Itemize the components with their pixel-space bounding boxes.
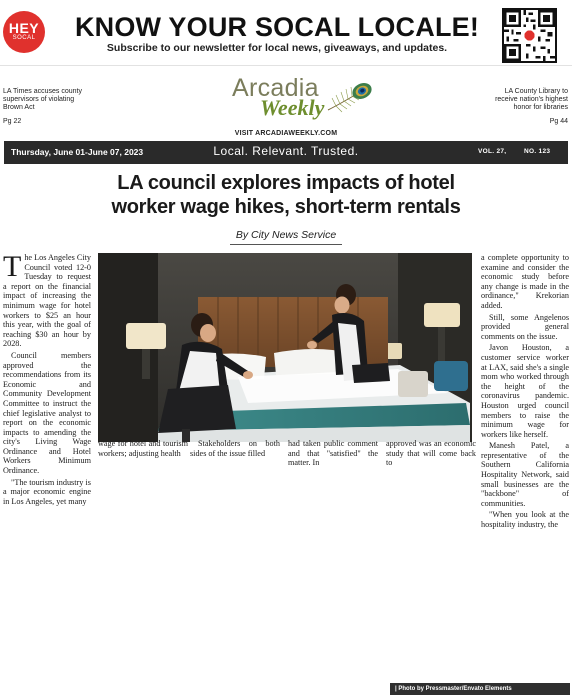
teaser-library-honor[interactable]: LA County Library to receive nation's highest honor for libraries (495, 88, 568, 111)
headline-line-1: LA council explores impacts of hotel (117, 172, 455, 194)
teaser-left-page: Pg 22 (3, 118, 22, 125)
paragraph: "When you look at the hospitality industry, the (481, 510, 569, 530)
ad-headline: KNOW YOUR SOCAL LOCALE! (74, 12, 480, 42)
paragraph: wage for hotel and tourism workers; adjusting health (98, 439, 188, 458)
headline-line-2: worker wage hikes, short-term rentals (111, 196, 461, 218)
article-column-1 (3, 250, 91, 506)
hey-socal-logo-word: HEY (8, 20, 40, 36)
article-column-3 (190, 439, 280, 458)
peacock-feather-icon (326, 78, 374, 116)
tagline: Local. Relevant. Trusted. (213, 144, 359, 158)
paragraph: Manesh Patel, a representative of the Southern California Hospitality Network, said small businesses are the "backbone" of communities. (481, 441, 569, 508)
paragraph: Still, some Angelenos provided general comments on the issue. (481, 312, 569, 341)
paragraph-text: he Los Angeles City Council voted 12-0 Tuesday to request a report on the financial impact of increasing the minimum wage for hotel workers to $25 an hour this year, with the goal of reaching $30 an hour by 2028. (3, 253, 91, 349)
volume-number: VOL. 27, (478, 148, 507, 155)
newsletter-ad-banner[interactable] (0, 0, 572, 66)
paragraph: had taken public comment and that "satisfied" the matter. In (288, 439, 378, 468)
hey-socal-logo (3, 11, 45, 53)
paragraph (3, 250, 91, 349)
article-column-4 (288, 439, 378, 468)
issue-date: Thursday, June 01-June 07, 2023 (11, 147, 144, 157)
drop-cap: T (3, 250, 22, 283)
paragraph: "The tourism industry is a major economic engine in Los Angeles, yet many (3, 477, 91, 506)
logo-arcadia-text: Arcadia (232, 74, 319, 102)
paragraph: approved was an economic study that will come back to (386, 439, 476, 468)
issue-date-bar (4, 141, 568, 164)
teaser-brown-act[interactable]: LA Times accuses county supervisors of violating Brown Act (3, 88, 82, 111)
byline-divider (230, 244, 342, 245)
article-column-2 (98, 439, 188, 458)
article-headline (76, 171, 496, 219)
hotel-housekeepers-image (98, 253, 472, 442)
article-byline: By City News Service (235, 229, 337, 241)
article-column-6 (481, 253, 569, 530)
paragraph: Stakeholders on both sides of the issue filled (190, 439, 280, 458)
hey-socal-logo-sub: SOCAL (12, 35, 36, 41)
paragraph: a complete opportunity to examine and consider the economic study before any change is made in the ordinance," Krekorian added. (481, 253, 569, 310)
paragraph: Council members approved the recommendations from its Economic and Community Development Committee to instruct the chief legislative analyst to report on the economic impacts to amending the city's Living Wage Ordinance and Hotel Workers Minimum Ordinance. (3, 350, 91, 476)
visit-website-link[interactable]: VISIT ARCADIAWEEKLY.COM (234, 130, 338, 137)
ad-subline: Subscribe to our newsletter for local news, giveaways, and updates. (106, 42, 448, 54)
qr-code-icon[interactable] (502, 8, 557, 63)
paragraph: Javon Houston, a customer service worker at LAX, said she's a single mom who worked through the height of the coronavirus pandemic. Houston urged council members to raise the minimum wage for workers like herself. (481, 343, 569, 439)
article-column-5 (386, 439, 476, 468)
photo-credit: | Photo by Pressmaster/Envato Elements (390, 683, 570, 695)
teaser-right-page: Pg 44 (549, 118, 568, 125)
issue-number: NO. 123 (524, 148, 551, 155)
arcadia-weekly-logo[interactable] (226, 74, 376, 124)
logo-weekly-text: Weekly (260, 95, 325, 120)
